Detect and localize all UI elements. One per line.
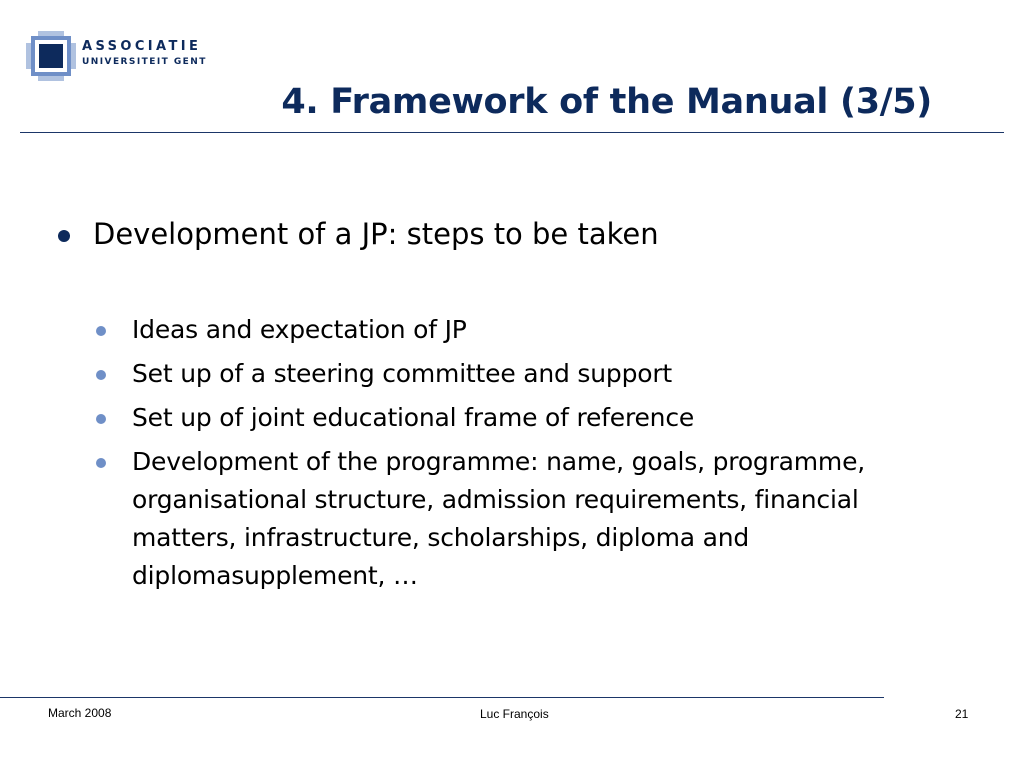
sub-bullet-list: [96, 311, 966, 601]
logo-text-associatie: ASSOCIATIE: [82, 39, 202, 54]
slide-title: 4. Framework of the Manual (3/5): [281, 82, 932, 122]
sub-bullet-text: Set up of a steering committee and support: [132, 359, 673, 388]
sub-bullet-text: Development of the programme: name, goals, programme, organisational structure, admission requirements, financial matters, infrastructure, scholarships, diploma and diplomasupplement, …: [132, 447, 866, 590]
associatie-logo: [26, 31, 226, 81]
sub-bullet-item: [96, 443, 966, 595]
footer-divider: [0, 697, 884, 698]
logo-mark-icon: [26, 31, 76, 81]
footer-date: March 2008: [48, 706, 112, 720]
sub-bullet-dot-icon: [96, 458, 106, 468]
sub-bullet-text: Ideas and expectation of JP: [132, 315, 467, 344]
page-number: 21: [955, 707, 969, 721]
title-divider: [20, 132, 1004, 133]
sub-bullet-dot-icon: [96, 370, 106, 380]
sub-bullet-item: [96, 355, 966, 393]
sub-bullet-dot-icon: [96, 326, 106, 336]
sub-bullet-item: [96, 311, 966, 349]
sub-bullet-dot-icon: [96, 414, 106, 424]
footer-author: Luc François: [480, 707, 549, 721]
logo-text-universiteit-gent: UNIVERSITEIT GENT: [82, 57, 207, 67]
main-bullet-text: Development of a JP: steps to be taken: [93, 217, 659, 251]
sub-bullet-item: [96, 399, 966, 437]
sub-bullet-text: Set up of joint educational frame of reference: [132, 403, 695, 432]
bullet-dot-icon: [58, 230, 70, 242]
